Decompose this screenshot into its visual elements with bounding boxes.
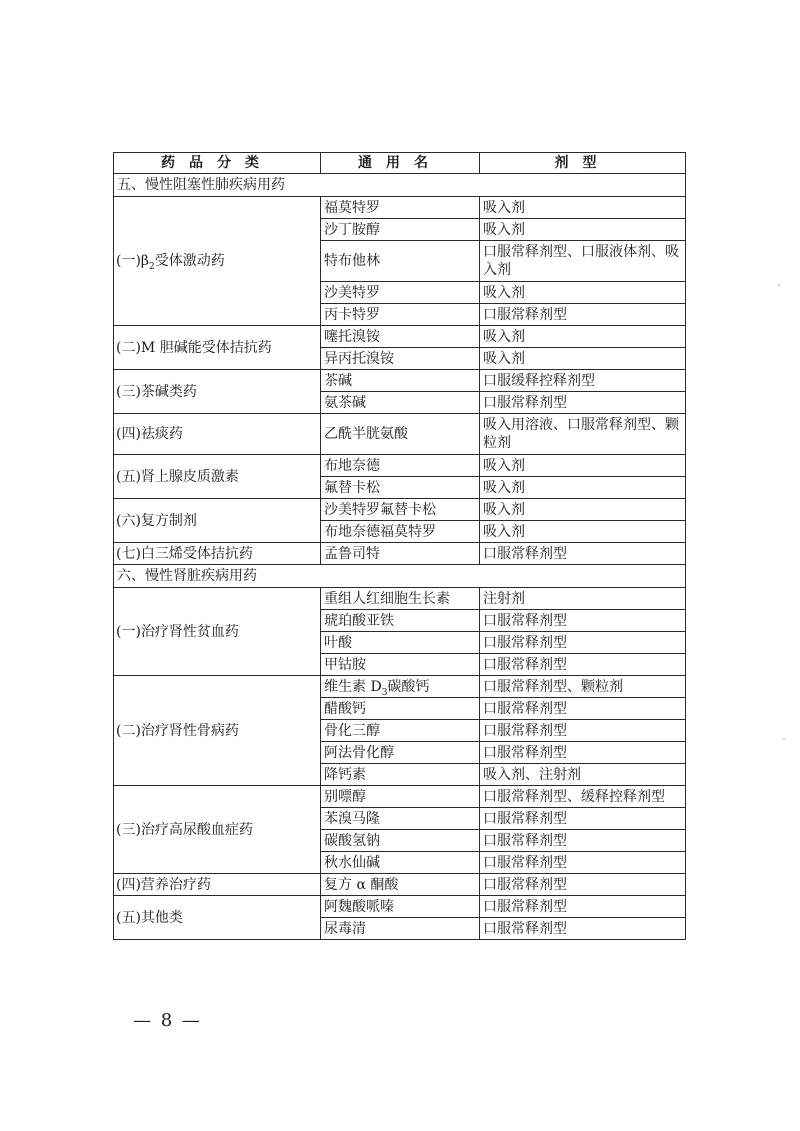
table-row <box>114 896 686 918</box>
text-fragment: (一)治疗肾性贫血药 <box>116 623 239 640</box>
dosage-form-cell: 吸入剂 <box>480 348 686 370</box>
dosage-form-cell: 口服常释剂型、口服液体剂、吸入剂 <box>480 241 686 282</box>
generic-name-cell <box>321 632 480 654</box>
section-row <box>114 174 686 197</box>
dosage-form-cell: 口服常释剂型 <box>480 632 686 654</box>
text-fragment: 琥珀酸亚铁 <box>324 612 394 629</box>
table-row <box>114 499 686 521</box>
text-fragment: 异丙托溴铵 <box>324 350 394 367</box>
dosage-form-cell: 吸入剂 <box>480 499 686 521</box>
table-row <box>114 874 686 896</box>
text-fragment: 维生素 D <box>324 678 382 695</box>
dosage-form-cell: 口服常释剂型 <box>480 392 686 414</box>
header-dosage-form: 剂型 <box>480 153 686 174</box>
dosage-form-cell: 注射剂 <box>480 588 686 610</box>
category-cell <box>114 896 321 940</box>
category-cell <box>114 786 321 874</box>
dosage-form-cell: 口服常释剂型 <box>480 610 686 632</box>
dosage-form-cell: 吸入用溶液、口服常释剂型、颗粒剂 <box>480 414 686 455</box>
table-row <box>114 786 686 808</box>
dosage-form-cell: 口服常释剂型 <box>480 654 686 676</box>
text-fragment: 乙酰半胱氨酸 <box>324 426 408 442</box>
dosage-form-cell: 口服常释剂型 <box>480 698 686 720</box>
text-fragment: (四)祛痰药 <box>116 426 183 442</box>
section-row <box>114 565 686 588</box>
text-fragment: (三)治疗高尿酸血症药 <box>116 821 253 838</box>
generic-name-cell <box>321 241 480 282</box>
dosage-form-cell: 吸入剂 <box>480 282 686 304</box>
text-fragment: (五)其他类 <box>116 909 183 926</box>
text-fragment: (二)M 胆碱能受体拮抗药 <box>116 339 272 356</box>
generic-name-cell <box>321 698 480 720</box>
text-fragment: 阿法骨化醇 <box>324 744 394 761</box>
table-row <box>114 455 686 477</box>
text-fragment: 沙美特罗氟替卡松 <box>324 501 436 518</box>
generic-name-cell <box>321 852 480 874</box>
scan-speck <box>778 284 780 286</box>
dosage-form-cell: 口服常释剂型 <box>480 830 686 852</box>
generic-name-cell <box>321 499 480 521</box>
generic-name-cell <box>321 610 480 632</box>
text-fragment: (一)β <box>116 253 150 269</box>
table-row <box>114 588 686 610</box>
dosage-form-cell: 口服常释剂型 <box>480 852 686 874</box>
text-fragment: 阿魏酸哌嗪 <box>324 898 394 915</box>
text-fragment: 沙美特罗 <box>324 284 380 301</box>
dosage-form-cell: 吸入剂、注射剂 <box>480 764 686 786</box>
section-title: 六、慢性肾脏疾病用药 <box>114 565 686 588</box>
generic-name-cell <box>321 720 480 742</box>
text-fragment: 氟替卡松 <box>324 479 380 496</box>
dosage-form-cell: 口服常释剂型 <box>480 304 686 326</box>
dosage-form-cell: 口服常释剂型 <box>480 918 686 940</box>
text-fragment: 降钙素 <box>324 766 366 783</box>
generic-name-cell <box>321 786 480 808</box>
text-fragment: 醋酸钙 <box>324 700 366 717</box>
text-fragment: 特布他林 <box>324 253 380 269</box>
text-fragment: 沙丁胺醇 <box>324 221 380 238</box>
text-fragment: 噻托溴铵 <box>324 328 380 345</box>
category-cell <box>114 455 321 499</box>
dosage-form-cell: 吸入剂 <box>480 197 686 219</box>
text-fragment: 孟鲁司特 <box>324 545 380 562</box>
dosage-form-cell: 口服常释剂型 <box>480 720 686 742</box>
table-row <box>114 676 686 698</box>
generic-name-cell <box>321 918 480 940</box>
dosage-form-cell: 口服缓释控释剂型 <box>480 370 686 392</box>
category-cell <box>114 197 321 326</box>
section-title: 五、慢性阻塞性肺疾病用药 <box>114 174 686 197</box>
generic-name-cell <box>321 455 480 477</box>
text-fragment: 碳酸氢钠 <box>324 832 380 849</box>
category-cell <box>114 588 321 676</box>
drug-classification-table <box>113 152 686 940</box>
table-row <box>114 414 686 455</box>
dosage-form-cell: 口服常释剂型 <box>480 742 686 764</box>
header-generic-name: 通用名 <box>321 153 480 174</box>
dosage-form-cell: 口服常释剂型、缓释控释剂型 <box>480 786 686 808</box>
text-fragment: 丙卡特罗 <box>324 306 380 323</box>
category-cell <box>114 370 321 414</box>
table-header-row <box>114 153 686 174</box>
generic-name-cell <box>321 742 480 764</box>
generic-name-cell <box>321 392 480 414</box>
generic-name-cell <box>321 764 480 786</box>
text-fragment: (七)白三烯受体拮抗药 <box>116 545 253 562</box>
dosage-form-cell: 吸入剂 <box>480 326 686 348</box>
generic-name-cell <box>321 654 480 676</box>
dosage-form-cell: 吸入剂 <box>480 477 686 499</box>
text-fragment: 别嘌醇 <box>324 788 366 805</box>
dosage-form-cell: 口服常释剂型 <box>480 808 686 830</box>
dosage-form-cell: 吸入剂 <box>480 219 686 241</box>
text-fragment: 布地奈德 <box>324 457 380 474</box>
text-fragment: 骨化三醇 <box>324 722 380 739</box>
text-fragment: 3 <box>381 687 388 698</box>
text-fragment: (四)营养治疗药 <box>116 876 211 893</box>
text-fragment: (三)茶碱类药 <box>116 383 197 400</box>
text-fragment: 尿毒清 <box>324 920 366 937</box>
generic-name-cell <box>321 304 480 326</box>
table-body <box>114 174 686 940</box>
category-cell <box>114 499 321 543</box>
text-fragment: 甲钴胺 <box>324 656 366 673</box>
page-number: — 8 — <box>133 1010 202 1031</box>
text-fragment: 复方 α 酮酸 <box>324 876 399 893</box>
generic-name-cell <box>321 370 480 392</box>
generic-name-cell <box>321 543 480 565</box>
table-row <box>114 543 686 565</box>
dosage-form-cell: 口服常释剂型 <box>480 874 686 896</box>
text-fragment: 重组人红细胞生长素 <box>324 590 450 607</box>
category-cell <box>114 676 321 786</box>
generic-name-cell <box>321 477 480 499</box>
generic-name-cell <box>321 219 480 241</box>
text-fragment: (五)肾上腺皮质激素 <box>116 468 239 485</box>
dosage-form-cell: 吸入剂 <box>480 521 686 543</box>
text-fragment: 茶碱 <box>324 372 352 389</box>
category-cell <box>114 543 321 565</box>
table-row <box>114 326 686 348</box>
table-row <box>114 370 686 392</box>
text-fragment: 受体激动药 <box>154 253 225 269</box>
generic-name-cell <box>321 588 480 610</box>
dosage-form-cell: 口服常释剂型 <box>480 543 686 565</box>
generic-name-cell <box>321 348 480 370</box>
text-fragment: 布地奈德福莫特罗 <box>324 523 436 540</box>
text-fragment: 氨茶碱 <box>324 394 366 411</box>
category-cell <box>114 414 321 455</box>
category-cell <box>114 874 321 896</box>
generic-name-cell <box>321 521 480 543</box>
text-fragment: (二)治疗肾性骨病药 <box>116 722 239 739</box>
dosage-form-cell: 吸入剂 <box>480 455 686 477</box>
scan-speck <box>783 738 785 740</box>
generic-name-cell <box>321 197 480 219</box>
generic-name-cell <box>321 326 480 348</box>
generic-name-cell <box>321 874 480 896</box>
generic-name-cell <box>321 414 480 455</box>
text-fragment: 2 <box>149 261 155 272</box>
generic-name-cell <box>321 896 480 918</box>
dosage-form-cell: 口服常释剂型 <box>480 896 686 918</box>
dosage-form-cell: 口服常释剂型、颗粒剂 <box>480 676 686 698</box>
generic-name-cell <box>321 808 480 830</box>
generic-name-cell <box>321 282 480 304</box>
generic-name-cell <box>321 676 480 698</box>
text-fragment: 苯溴马隆 <box>324 810 380 827</box>
text-fragment: (六)复方制剂 <box>116 512 197 529</box>
text-fragment: 叶酸 <box>324 634 352 651</box>
text-fragment: 碳酸钙 <box>387 678 430 695</box>
category-cell <box>114 326 321 370</box>
generic-name-cell <box>321 830 480 852</box>
table-row <box>114 197 686 219</box>
text-fragment: 秋水仙碱 <box>324 854 380 871</box>
text-fragment: 福莫特罗 <box>324 199 380 216</box>
header-category: 药品分类 <box>114 153 321 174</box>
